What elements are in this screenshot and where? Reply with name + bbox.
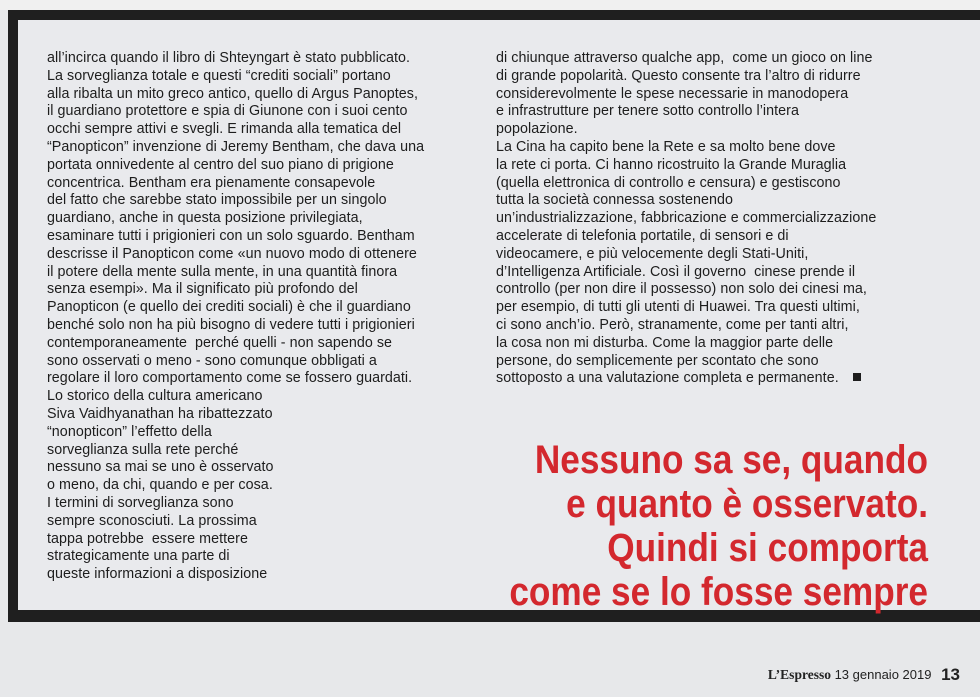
text-line: la rete ci porta. Ci hanno ricostruito la Grande Muraglia bbox=[496, 156, 847, 173]
page-top-strip bbox=[0, 0, 980, 10]
text-line: “nonopticon” l’effetto della bbox=[47, 423, 212, 440]
text-line: benché solo non ha più bisogno di vedere tutti i prigionieri bbox=[47, 316, 415, 333]
end-of-article-square-icon bbox=[853, 373, 861, 381]
text-line: di chiunque attraverso qualche app, come un gioco on line bbox=[496, 50, 873, 66]
text-line: “Panopticon” invenzione di Jeremy Bentham, che dava una bbox=[47, 138, 425, 155]
pull-quote-line: Nessuno sa se, quando bbox=[534, 438, 928, 482]
text-line: senza esempi». Ma il significato più profondo del bbox=[47, 281, 358, 298]
text-line: (quella elettronica di controllo e censura) e gestiscono bbox=[496, 174, 841, 191]
text-line: considerevolmente le spese necessarie in manodopera bbox=[496, 85, 849, 102]
text-line: del fatto che sarebbe stato impossibile per un singolo bbox=[47, 192, 387, 209]
text-line: sono osservati o meno - sono comunque obbligati a bbox=[47, 352, 377, 369]
page-number: 13 bbox=[941, 665, 960, 684]
text-line: videocamere, e più velocemente degli Stati-Uniti, bbox=[496, 245, 809, 262]
pull-quote-line: Quindi si comporta bbox=[607, 526, 928, 570]
issue-date: 13 gennaio 2019 bbox=[834, 667, 932, 682]
text-line: descrisse il Panopticon come «un nuovo modo di ottenere bbox=[47, 245, 417, 262]
text-line: concentrica. Bentham era pienamente consapevole bbox=[47, 174, 376, 191]
text-line: Siva Vaidhyanathan ha ribattezzato bbox=[47, 405, 273, 422]
text-line: nessuno sa mai se uno è osservato bbox=[47, 459, 274, 476]
text-line: La sorveglianza totale e questi “crediti sociali” portano bbox=[47, 67, 391, 84]
text-line: e infrastrutture per tenere sotto controllo l’intera bbox=[496, 103, 799, 120]
text-line: il guardiano protettore e spia di Giunone con i suoi cento bbox=[47, 103, 408, 120]
text-line: d’Intelligenza Artificiale. Così il governo cinese prende il bbox=[496, 263, 856, 280]
pull-quote bbox=[435, 438, 928, 614]
text-line: tutta la società connessa sostenendo bbox=[496, 192, 734, 209]
text-line: ci sono anch’io. Però, stranamente, come per tanti altri, bbox=[496, 316, 849, 333]
text-line: la cosa non mi disturba. Come la maggior parte delle bbox=[496, 334, 834, 351]
text-line: alla ribalta un mito greco antico, quello di Argus Panoptes, bbox=[47, 85, 418, 102]
text-line: di grande popolarità. Questo consente tra l’altro di ridurre bbox=[496, 67, 861, 84]
text-line: I termini di sorveglianza sono bbox=[47, 494, 234, 511]
text-line: Lo storico della cultura americano bbox=[47, 388, 263, 405]
text-line: un’industrializzazione, fabbricazione e commercializzazione bbox=[496, 210, 877, 227]
text-line: guardiano, anche in questa posizione privilegiata, bbox=[47, 210, 363, 227]
article-column-left bbox=[47, 50, 467, 584]
text-line: accelerate di telefonia portatile, di sensori e di bbox=[496, 227, 789, 244]
text-line: strategicamente una parte di bbox=[47, 548, 230, 565]
text-line: queste informazioni a disposizione bbox=[47, 566, 268, 583]
text-line-last bbox=[496, 370, 926, 388]
pull-quote-line: come se lo fosse sempre bbox=[509, 570, 928, 614]
text-line: contemporaneamente perché quelli - non sapendo se bbox=[47, 334, 393, 351]
article-column-right bbox=[496, 50, 926, 388]
text-line: sempre sconosciuti. La prossima bbox=[47, 512, 257, 529]
text-line: La Cina ha capito bene la Rete e sa molto bene dove bbox=[496, 138, 836, 155]
text-line: all’incirca quando il libro di Shteyngart è stato pubblicato. bbox=[47, 50, 411, 66]
text-line: tappa potrebbe essere mettere bbox=[47, 530, 248, 547]
text-line: per esempio, di tutti gli utenti di Huawei. Tra questi ultimi, bbox=[496, 299, 860, 316]
pull-quote-line: e quanto è osservato. bbox=[566, 482, 928, 526]
text-line: regolare il loro comportamento come se fossero guardati. bbox=[47, 370, 413, 387]
page-footer bbox=[768, 665, 960, 685]
text-line: occhi sempre attivi e svegli. E rimanda alla tematica del bbox=[47, 121, 402, 138]
text-line: sorveglianza sulla rete perché bbox=[47, 441, 239, 458]
text-line: esaminare tutti i prigionieri con un solo sguardo. Bentham bbox=[47, 227, 415, 244]
text-line: persone, do semplicemente per scontato che sono bbox=[496, 352, 819, 369]
text-line: o meno, da chi, quando e per cosa. bbox=[47, 477, 273, 494]
publication-name: L’Espresso bbox=[767, 667, 831, 682]
text-line: sottoposto a una valutazione completa e permanente. bbox=[496, 370, 839, 387]
text-line: popolazione. bbox=[496, 121, 578, 138]
text-line: portata onnivedente al centro del suo piano di prigione bbox=[47, 156, 394, 173]
text-line: Panopticon (e quello dei crediti sociali) è che il guardiano bbox=[47, 299, 411, 316]
text-line: controllo (per non dire il possesso) non solo dei cinesi ma, bbox=[496, 281, 867, 298]
text-line: il potere della mente sulla mente, in una quantità finora bbox=[47, 263, 398, 280]
